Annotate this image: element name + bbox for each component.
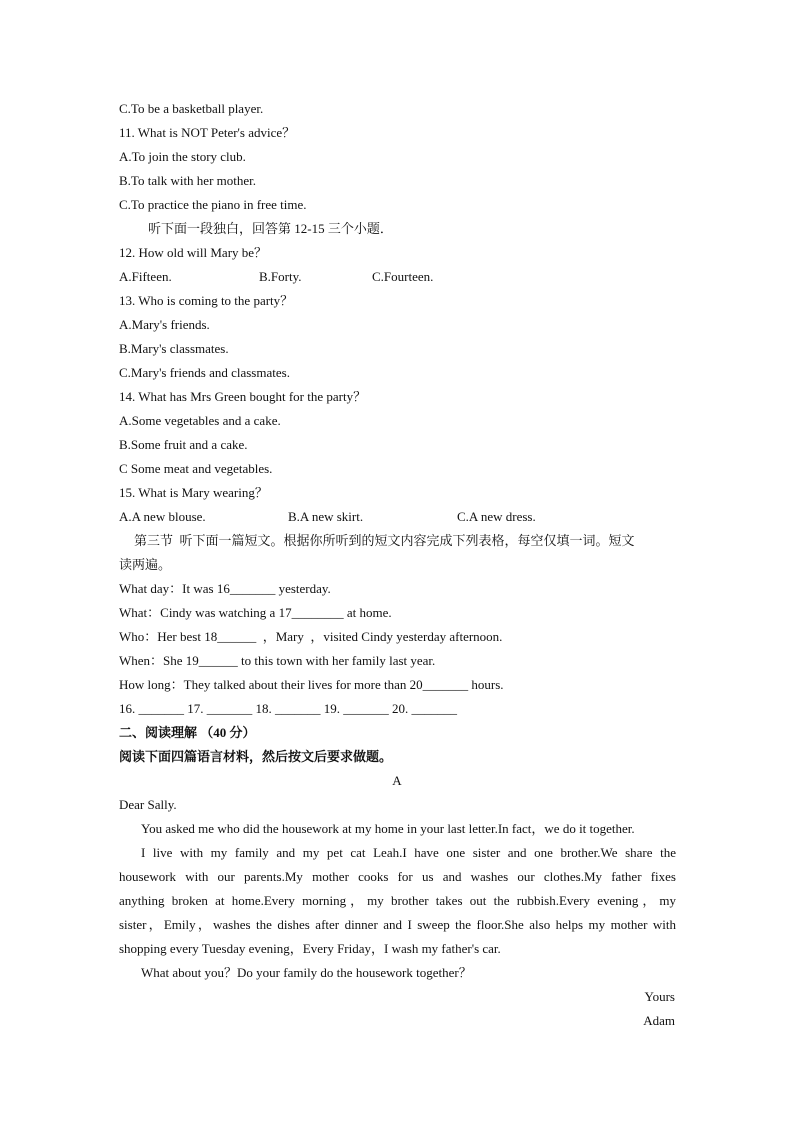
q12-option-c: C.Fourteen. [372,269,434,284]
table-row-what: What：Cindy was watching a 17________ at home. [119,605,392,620]
q11-option-a: A.To join the story club. [119,149,246,164]
letter-salutation: Dear Sally. [119,797,177,812]
table-row-how-long: How long：They talked about their lives for more than 20_______ hours. [119,677,504,692]
monologue-instruction: 听下面一段独白，回答第 12-15 三个小题． [148,221,393,236]
letter-line: What about you？Do your family do the housework together？ [141,965,472,980]
q13-question: 13. Who is coming to the party？ [119,293,294,308]
table-row-what-day: What day：It was 16_______ yesterday. [119,581,331,596]
letter-signature: Adam [643,1013,675,1028]
letter-line: shopping every Tuesday evening，Every Friday，I wash my father's car. [119,941,501,956]
letter-line: anything broken at home.Every morning，my brother takes out the rubbish.Every evening，my [119,893,676,908]
q15-option-c: C.A new dress. [457,509,536,524]
q14-question: 14. What has Mrs Green bought for the party？ [119,389,367,404]
passage-a-label: A [392,773,402,788]
part2-instruction: 阅读下面四篇语言材料，然后按文后要求做题。 [119,749,393,764]
q14-option-b: B.Some fruit and a cake. [119,437,248,452]
letter-line: I live with my family and my pet cat Leah.I have one sister and one brother.We share the [141,845,676,860]
q13-option-a: A.Mary's friends. [119,317,210,332]
section3-instruction-line2: 读两遍。 [119,557,172,572]
q11-option-b: B.To talk with her mother. [119,173,257,188]
answer-blanks: 16. _______ 17. _______ 18. _______ 19. _______ 20. _______ [119,701,457,716]
letter-line: sister，Emily，washes the dishes after dinner and I sweep the floor.She also helps my mother with [119,917,676,932]
q10-option-c: C.To be a basketball player. [119,101,264,116]
q12-question: 12. How old will Mary be？ [119,245,268,260]
q15-option-b: B.A new skirt. [288,509,364,524]
q14-option-a: A.Some vegetables and a cake. [119,413,281,428]
section3-instruction-line1: 第三节 听下面一篇短文。根据你所听到的短文内容完成下列表格，每空仅填一词。短文 [134,533,635,548]
part2-heading: 二、阅读理解 （40 分） [119,725,256,740]
q11-question: 11. What is NOT Peter's advice？ [119,125,296,140]
q12-option-a: A.Fifteen. [119,269,172,284]
q13-option-b: B.Mary's classmates. [119,341,229,356]
table-row-when: When：She 19______ to this town with her family last year. [119,653,436,668]
letter-line: You asked me who did the housework at my home in your last letter.In fact，we do it together. [141,821,635,836]
letter-closing: Yours [644,989,675,1004]
q13-option-c: C.Mary's friends and classmates. [119,365,290,380]
letter-line: housework with our parents.My mother cooks for us and washes our clothes.My father fixes [119,869,676,884]
q12-option-b: B.Forty. [259,269,302,284]
q14-option-c: C Some meat and vegetables. [119,461,273,476]
q15-option-a: A.A new blouse. [119,509,206,524]
q11-option-c: C.To practice the piano in free time. [119,197,307,212]
q15-question: 15. What is Mary wearing？ [119,485,268,500]
table-row-who: Who：Her best 18______ ，Mary ，visited Cindy yesterday afternoon. [119,629,503,644]
